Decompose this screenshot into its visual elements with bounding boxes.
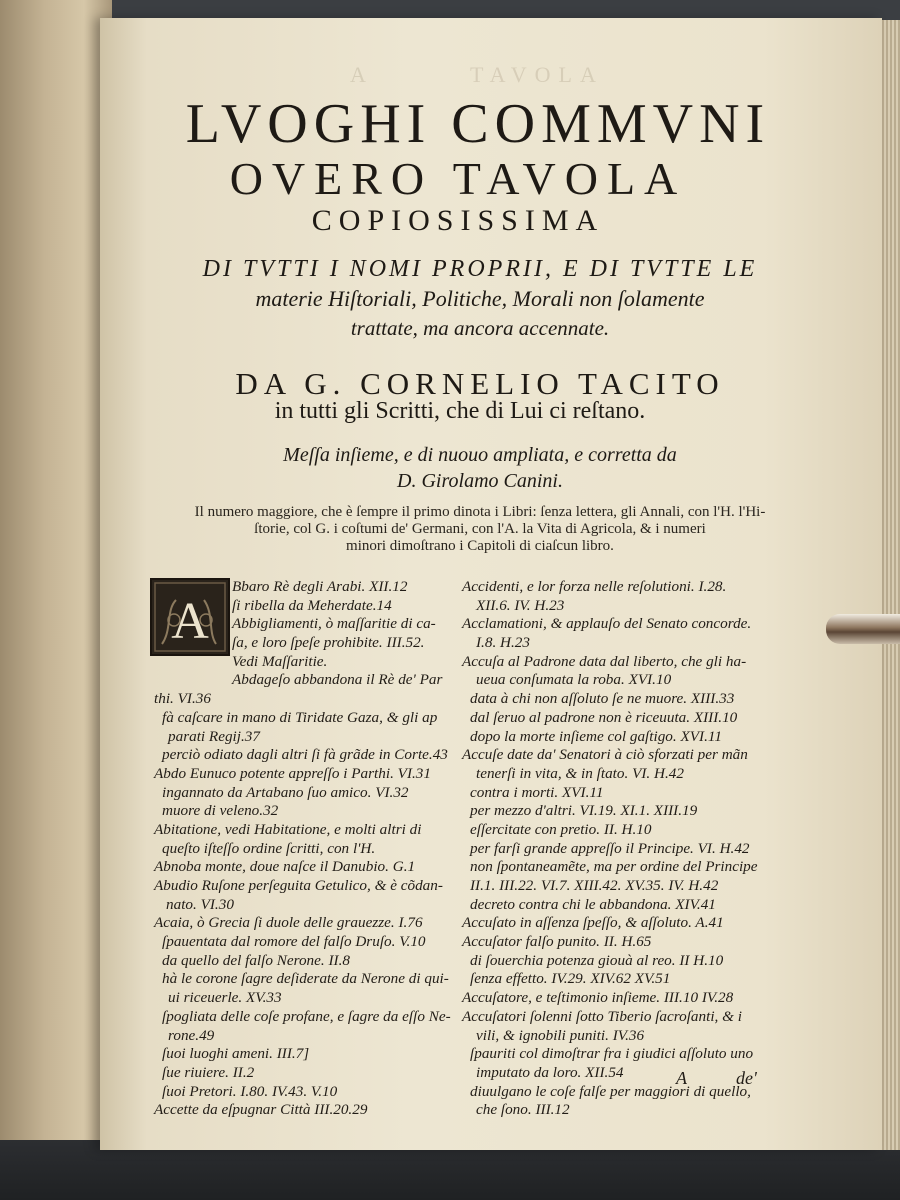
index-entry-line: ſue riuiere. II.2 [162,1063,255,1081]
index-entry-line: Accuſatore, e teſtimonio inſieme. III.10 IV.28 [462,989,734,1007]
index-entry-line: II.1. III.22. VI.7. XIII.42. XV.35. IV. H.42 [470,877,719,894]
index-entry-line: Abnoba monte, doue naſce il Danubio. G.1 [154,858,416,876]
index-entry-line: nato. VI.30 [166,895,234,913]
bleed-through-right: TAVOLA [470,62,604,87]
index-entry-line: per mezzo d'altri. VI.19. XI.1. XIII.19 [470,802,698,820]
index-entry-line: dopo la morte inſieme col gaſtigo. XVI.11 [470,727,722,745]
left-page-edge [0,0,112,1200]
index-entry-line: Abdageſo abbandona il Rè de' Par [232,671,443,689]
index-entry-line: data à chi non aſſoluto ſe ne muore. XIII.33 [470,690,735,708]
index-entry-line: Accuſa al Padrone data dal liberto, che gli ha- [462,652,747,670]
index-entry-line: dal ſeruo al padrone non è riceuuta. XIII.10 [470,708,738,726]
svg-text:A: A [171,593,209,650]
index-entry-line: diuulgano le coſe falſe per maggiori di quello, [470,1082,751,1100]
index-entry-line: ſenza effetto. IV.29. XIV.62 XV.51 [470,970,671,988]
index-left-column [154,578,451,1120]
index-entry-line: Abitatione, vedi Habitatione, e molti altri di [154,820,422,838]
index-entry-line: perciò odiato dagli altri ſi fà grãde in Corte.43 [162,746,448,764]
index-entry-line: Abdo Eunuco potente appreſſo i Parthi. VI.31 [154,764,431,782]
index-right-column [462,578,758,1120]
index-entry-line: Accuſatori ſolenni ſotto Tiberio ſacroſanti, & i [462,1007,742,1025]
bleed-through-left: A [350,62,374,87]
note-line-1: Il numero maggiore, che è ſempre il primo dinota i Libri: ſenza lettera, gli Annali, con l'H. l'Hi- [194,504,766,520]
index-entry-line: da quello del falſo Nerone. II.8 [162,951,350,969]
subtitle-line-3: trattate, ma ancora accennate. [350,316,610,340]
index-entry-line: imputato da loro. XII.54 [476,1063,624,1081]
index-entry-line: ſpauriti col dimoſtrar fra i giudici aſſoluto uno [470,1045,754,1063]
subtitle-line-1: DI TVTTI I NOMI PROPRII, E DI TVTTE LE [202,256,758,282]
index-entry-line: thi. VI.36 [154,690,211,708]
editor-line-2: D. Girolamo Canini. [397,470,563,492]
index-entry-line: contra i morti. XVI.11 [470,783,604,801]
index-entry-line: ſi ribella da Meherdate.14 [232,596,392,614]
index-entry-line: Bbaro Rè degli Arabi. XII.12 [232,578,408,595]
index-entry-line: ſa, e loro ſpeſe prohibite. III.52. [232,634,425,652]
index-entry-line: di ſouerchia potenza giouà al reo. II H.10 [470,951,724,969]
index-entry-line: Accuſato in aſſenza ſpeſſo, & aſſoluto. A.41 [462,914,724,932]
index-entry-line: hà le corone ſagre deſiderate da Nerone di qui- [162,970,449,988]
index-entry-line: che ſono. III.12 [476,1101,570,1119]
index-entry-line: ſuoi Pretori. I.80. IV.43. V.10 [162,1082,338,1100]
index-entry-line: tenerſi in vita, & in ſtato. VI. H.42 [476,764,684,782]
title-line-3: COPIOSISSIMA [311,204,605,237]
index-entry-line: Accuſe date da' Senatori à ciò sforzati per mãn [462,746,748,764]
note-line-3: minori dimoſtrano i Capitoli di ciaſcun libro. [346,538,614,554]
title-line-2: OVERO TAVOLA [229,153,687,204]
editor-line-1: Meſſa inſieme, e di nuouo ampliata, e corretta da [283,444,677,466]
index-entry-line: parati Regij.37 [168,727,260,745]
index-entry-line: decreto contra chi le abbandona. XIV.41 [470,895,716,913]
index-entry-line: Vedi Maſſaritie. [232,652,328,670]
index-entry-line: ſpauentata dal romore del falſo Druſo. V.10 [162,933,426,951]
signature-mark: A [676,1068,687,1088]
index-entry-line: ueua conſumata la roba. XVI.10 [476,671,672,689]
index-entry-line: I.8. H.23 [476,634,530,652]
index-entry-line: non ſpontaneamẽte, ma per ordine del Principe [470,858,758,876]
index-entry-line: eſſercitate con pretio. II. H.10 [470,820,652,838]
index-entry-line: muore di veleno.32 [162,802,279,820]
index-entry-line: Abbigliamenti, ò maſſaritie di ca- [232,615,436,633]
index-entry-line: Abudio Ruſone perſeguita Getulico, & è cõdan- [154,877,443,894]
index-entry-line: Accuſator falſo punito. II. H.65 [462,933,652,951]
index-entry-line: ſpogliata delle coſe profane, e ſagre da eſſo Ne- [162,1007,451,1025]
index-entry-line: per farſi grande appreſſo il Principe. VI. H.42 [470,839,750,857]
index-entry-line: ingannato da Artabano ſuo amico. VI.32 [162,783,409,801]
metal-page-clip [826,614,900,644]
subtitle-line-2: materie Hiſtoriali, Politiche, Morali non ſolamente [255,286,705,311]
index-entry-line: Accette da eſpugnar Città III.20.29 [154,1101,368,1119]
index-entry-line: XII.6. IV. H.23 [476,596,565,614]
index-entry-line: rone.49 [168,1026,215,1044]
index-entry-line: queſto iſteſſo ordine ſcritti, con l'H. [162,839,376,857]
catchword: de' [736,1068,757,1088]
index-entry-line: Accidenti, e lor forza nelle reſolutioni. I.28. [462,578,727,595]
index-entry-line: Acclamationi, & applauſo del Senato concorde. [462,615,752,633]
page-title: LVOGHI COMMVNI [185,93,771,155]
index-entry-line: ui riceuerle. XV.33 [168,989,282,1007]
author-line: DA G. CORNELIO TACITO [235,366,725,401]
index-entry-line: vili, & ignobili puniti. IV.36 [476,1026,645,1044]
index-entry-line: Acaia, ò Grecia ſi duole delle grauezze. I.76 [154,914,423,932]
author-subline: in tutti gli Scritti, che di Lui ci reſtano. [274,398,646,424]
index-entry-line: ſuoi luoghi ameni. III.7] [162,1045,310,1063]
note-line-2: ſtorie, col G. i coſtumi de' Germani, con l'A. la Vita di Agricola, & i numeri [254,521,706,537]
reading-note [150,504,810,555]
index-entry-line: fà caſcare in mano di Tiridate Gaza, & gli ap [162,708,438,726]
